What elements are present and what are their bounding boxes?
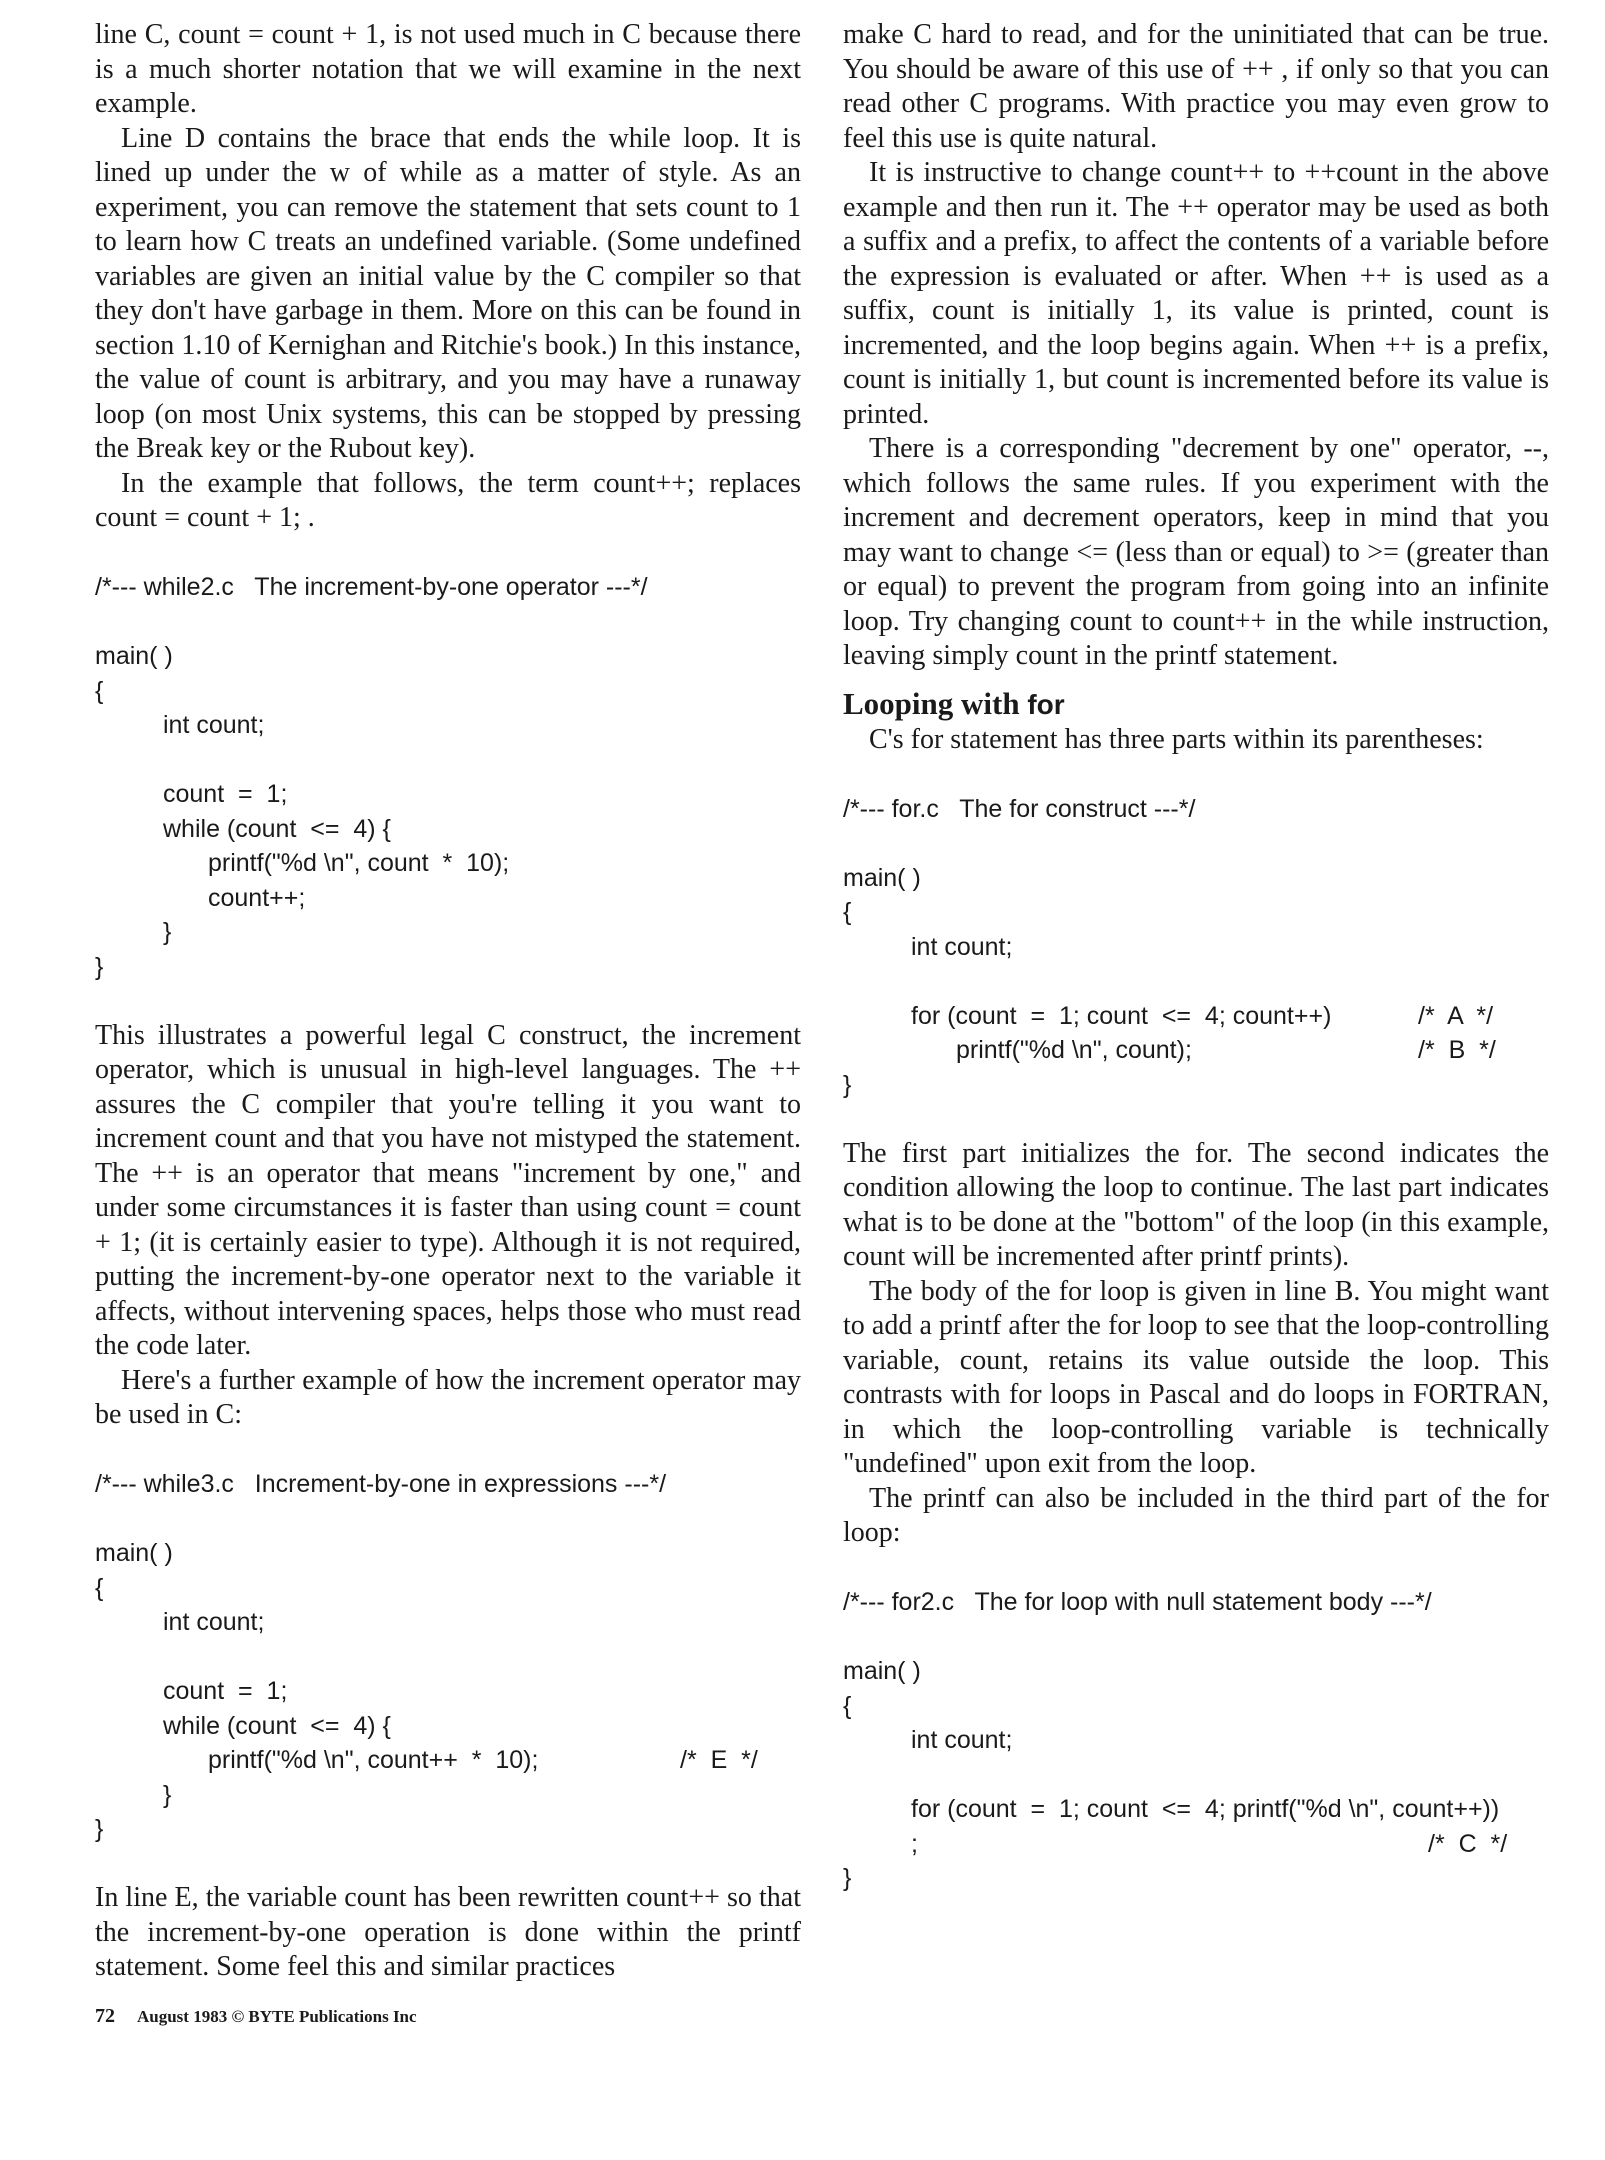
paragraph: In the example that follows, the term count++; replaces count = count + 1; . xyxy=(95,467,808,533)
paragraph: C's for statement has three parts within its parentheses: xyxy=(869,723,1484,755)
paragraph: Line D contains the brace that ends the while loop. It is lined up under the w of while as a matter of style. As an experiment, you can remove the statement that sets count to 1 to learn how C treats an undefined variable. (Some undefined variables are given an initial value by the C compiler so that they don't have garbage in them. More on this can be found in section 1.10 of Kernighan and Ritchie's book.) In this instance, the value of count is arbitrary, and you may have a runaway loop (on most Unix systems, this can be stopped by pressing the Break key or the Rubout key). xyxy=(95,122,808,464)
code-text: printf("%d \n", count++ * 10); xyxy=(208,1746,539,1774)
code-listing-for2 xyxy=(843,1585,1549,1896)
code-line: while (count <= 4) { xyxy=(163,1711,391,1740)
code-listing-while2 xyxy=(95,570,801,984)
code-line: } xyxy=(95,952,104,981)
code-line: int count; xyxy=(163,1608,265,1636)
code-comment: /* C */ xyxy=(1428,1829,1508,1858)
code-comment: /* B */ xyxy=(1418,1036,1496,1064)
code-listing-for xyxy=(843,792,1549,1103)
code-title: /*--- for.c The for construct ---*/ xyxy=(843,794,1196,823)
code-line: count = 1; xyxy=(163,1677,288,1705)
code-line: } xyxy=(843,1070,852,1099)
code-line: } xyxy=(95,1815,104,1843)
code-line: } xyxy=(843,1864,852,1892)
paragraph: It is instructive to change count++ to ++count in the above example and then run it. The ++ operator may be used as both a suffix and a prefix, to affect the contents of a variable before the expression is evaluated or after. When ++ is used as a suffix, count is initially 1, its value is printed, count is incremented, and the loop begins again. When ++ is a prefix, count is initially 1, but count is incremented before its value is printed. xyxy=(843,157,1556,430)
footer-text: August 1983 © BYTE Publications Inc xyxy=(137,2007,417,2026)
code-comment: /* E */ xyxy=(680,1746,758,1774)
page-number: 72 xyxy=(95,2005,115,2027)
paragraph: The body of the for loop is given in line B. You might want to add a printf after the for loop to see that the loop-controlling variable, count, retains its value outside the loop. This contrasts with for loops in Pascal and do loops in FORTRAN, in which the loop-controlling variable is technically "undefined" upon exit from the loop. xyxy=(843,1275,1556,1479)
code-text: printf("%d \n", count); xyxy=(956,1036,1192,1064)
left-column xyxy=(95,18,808,1985)
heading-text: Looping with xyxy=(843,685,1020,721)
code-line: { xyxy=(95,1573,104,1602)
paragraph: There is a corresponding "decrement by one" operator, --, which follows the same rules. If you experiment with the increment and decrement operators, keep in mind that you may want to change <= (less than or equal) to >= (greater than or equal) to prevent the program from going into an infinite loop. Try changing count to count++ in the while instruction, leaving simply count in the printf statement. xyxy=(843,433,1556,671)
code-line xyxy=(843,1827,1549,1862)
paragraph: line C, count = count + 1, is not used much in C because there is a much shorter notation that we will examine in the next example. xyxy=(95,19,808,119)
code-line: main( ) xyxy=(95,1539,173,1567)
paragraph: This illustrates a powerful legal C construct, the increment operator, which is unusual in high-level languages. The ++ assures the C compiler that you're telling it you want to increment count and that you have not mistyped the statement. The ++ is an operator that means "increment by one," and under some circumstances it is faster than using count = count + 1; (it is certainly easier to type). Although it is not required, putting the increment-by-one operator next to the variable it affects, without intervening spaces, helps those who must read the code later. xyxy=(95,1019,808,1361)
code-line: int count; xyxy=(911,932,1013,961)
paragraph: The first part initializes the for. The second indicates the condition allowing the loop to continue. The last part indicates what is to be done at the "bottom" of the loop (in this example, count will be incremented after printf prints). xyxy=(843,1137,1556,1272)
code-line: main( ) xyxy=(843,1657,921,1685)
code-comment: /* A */ xyxy=(1418,1001,1494,1030)
code-line: main( ) xyxy=(843,863,921,892)
code-text: for (count = 1; count <= 4; count++) xyxy=(911,1001,1332,1030)
code-line xyxy=(95,1743,801,1778)
code-line: for (count = 1; count <= 4; printf("%d \n", count++)) xyxy=(911,1795,1500,1823)
code-title: /*--- while2.c The increment-by-one operator ---*/ xyxy=(95,573,648,601)
page-footer xyxy=(95,2005,417,2028)
code-line: { xyxy=(843,898,852,926)
code-line: { xyxy=(843,1691,852,1720)
code-line: int count; xyxy=(911,1726,1013,1754)
paragraph: Here's a further example of how the increment operator may be used in C: xyxy=(95,1364,808,1430)
code-line: count = 1; xyxy=(163,780,288,808)
paragraph: make C hard to read, and for the uninitiated that can be true. You should be aware of this use of ++ , if only so that you can read other C programs. With practice you may even grow to feel this use is quite natural. xyxy=(843,19,1556,154)
code-line: count++; xyxy=(208,883,306,912)
code-line: printf("%d \n", count * 10); xyxy=(208,849,510,877)
code-line xyxy=(843,1033,1549,1068)
code-title: /*--- while3.c Increment-by-one in expressions ---*/ xyxy=(95,1470,667,1498)
section-heading xyxy=(843,686,1549,723)
code-title: /*--- for2.c The for loop with null statement body ---*/ xyxy=(843,1588,1432,1616)
code-line: int count; xyxy=(163,711,265,739)
right-column xyxy=(843,18,1556,1896)
code-line xyxy=(843,999,1549,1034)
code-line: while (count <= 4) { xyxy=(163,814,391,843)
code-text: ; xyxy=(911,1829,918,1858)
code-line: } xyxy=(163,1780,172,1809)
code-line: { xyxy=(95,676,104,705)
heading-keyword: for xyxy=(1027,688,1065,720)
code-line: main( ) xyxy=(95,642,173,670)
code-listing-while3 xyxy=(95,1467,801,1847)
paragraph: The printf can also be included in the third part of the for loop: xyxy=(843,1482,1556,1548)
paragraph: In line E, the variable count has been rewritten count++ so that the increment-by-one operation is done within the printf statement. Some feel this and similar practices xyxy=(95,1882,808,1982)
code-line: } xyxy=(163,918,172,946)
